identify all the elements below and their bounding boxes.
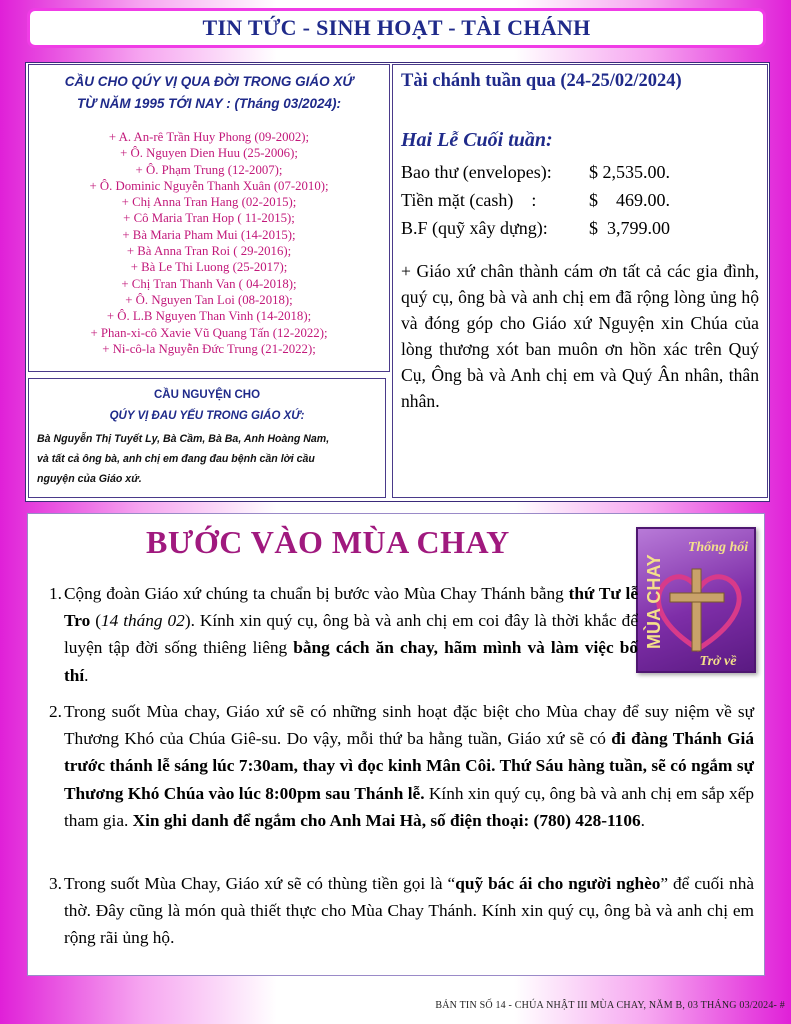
text-run: Cộng đoàn Giáo xứ chúng ta chuẩn bị bước vào Mùa Chay Thánh bằng: [64, 584, 569, 603]
lent-item: [42, 580, 638, 689]
text-bold: quỹ bác ái cho người nghèo: [455, 874, 661, 893]
memorial-name: + Cô Maria Tran Hop ( 11-2015);: [123, 211, 295, 226]
memorial-box: [28, 64, 390, 372]
text-run: ). Kính xin quý cụ, ông bà và anh chị em coi đây là thời khắc để luyện tập đời sống thiêng liêng: [64, 611, 638, 658]
memorial-list: [35, 129, 383, 357]
memorial-name: + Bà Maria Pham Mui (14-2015);: [122, 227, 296, 242]
finance-label: Bao thư (envelopes):: [401, 162, 552, 182]
memorial-name: + Ô. L.B Nguyen Than Vinh (14-2018);: [106, 309, 312, 324]
lent-item-number: 1.: [49, 584, 62, 603]
memorial-name: + Phan-xi-cô Xavie Vũ Quang Tấn (12-2022);: [90, 325, 328, 340]
memorial-title-2: TỪ NĂM 1995 TỚI NAY : (Tháng 03/2024):: [76, 96, 342, 111]
sick-line: nguyện của Giáo xứ.: [37, 473, 142, 485]
sick-prayer-box: [28, 378, 386, 498]
memorial-name: + Ô. Dominic Nguyễn Thanh Xuân (07-2010);: [89, 178, 329, 193]
memorial-name: + Bà Anna Tran Roi ( 29-2016);: [126, 244, 292, 259]
finance-rows: [401, 158, 759, 242]
finance-label: B.F (quỹ xây dựng):: [401, 218, 548, 238]
sick-title-2: QÚY VỊ ĐAU YẾU TRONG GIÁO XỨ:: [109, 410, 305, 422]
text-bold: Xin ghi danh để ngắm cho Anh Mai Hà, số điện thoại: (780) 428-1106: [132, 810, 641, 830]
sick-names: [37, 429, 377, 489]
text-bold: đi đàng Thánh Giá trước thánh lễ sáng lúc 7:30am, thay vì đọc kinh Mân Côi. Thứ Sáu hàng tuần, sẽ có ngắm sự Thương Khó Chúa vào lúc 8:00pm sau Thánh lễ.: [64, 729, 754, 803]
text-run: .: [84, 665, 89, 685]
lent-heart-cross-icon: [638, 529, 758, 675]
finance-row: [401, 186, 759, 214]
sick-line: và tất cả ông bà, anh chị em đang đau bệnh cần lời cầu: [37, 453, 315, 465]
memorial-name: + Ni-cô-la Nguyễn Đức Trung (21-2022);: [102, 341, 316, 356]
lent-image-top-text: Thống hối: [687, 540, 749, 555]
finance-row: [401, 214, 759, 242]
sick-title-1: CẦU NGUYỆN CHO: [153, 389, 261, 401]
memorial-name: + Bà Le Thi Luong (25-2017);: [130, 260, 288, 275]
finance-title: Tài chánh tuần qua (24-25/02/2024): [401, 71, 682, 91]
text-run: ” để cuối nhà thờ. Đây cũng là món quà thiết thực cho Mùa Chay Thánh. Kính xin quý cụ, ông bà và anh chị em rộng rãi ủng hộ.: [64, 874, 755, 948]
text-run: Kính xin quý cụ, ông bà và anh chị em sắp xếp tham gia.: [64, 783, 754, 830]
finance-box: [392, 64, 768, 498]
text-run: .: [640, 810, 645, 830]
finance-amount: $ 469.00.: [589, 190, 670, 210]
text-bold: thứ Tư lễ Tro: [64, 584, 639, 631]
lent-item-number: 3.: [49, 874, 62, 893]
lent-title: BƯỚC VÀO MÙA CHAY: [146, 524, 510, 560]
lent-image-bottom-text: Trở về: [699, 654, 737, 669]
text-run: Trong suốt Mùa Chay, Giáo xứ sẽ có thùng tiền gọi là “: [64, 874, 456, 893]
lent-item-text: [62, 698, 754, 834]
lent-item: [42, 698, 754, 834]
finance-subtitle: Hai Lễ Cuối tuần:: [401, 129, 553, 151]
finance-thanks: + Giáo xứ chân thành cám ơn tất cả các gia đình, quý cụ, ông bà và anh chị em đã rộng lòng ủng hộ và đóng góp cho Giáo xứ Nguyện xin Chúa của lòng thương xót ban muôn ơn hồn xác trên Quý Cụ, Ông bà và Anh chị em và Quý Ân nhân, thân nhân.: [401, 261, 759, 411]
finance-amount: $ 2,535.00.: [589, 162, 670, 182]
text-run: (: [90, 611, 101, 631]
lent-item-number: 2.: [49, 702, 62, 721]
lent-image: [636, 527, 756, 673]
lent-item: [42, 870, 754, 952]
memorial-name: + Chị Anna Tran Hang (02-2015);: [121, 195, 297, 210]
finance-amount: $ 3,799.00: [589, 218, 670, 238]
text-italic: 14 tháng 02: [100, 611, 185, 631]
memorial-name: + A. An-rê Trần Huy Phong (09-2002);: [108, 130, 310, 144]
sick-line: Bà Nguyễn Thị Tuyết Ly, Bà Cầm, Bà Ba, Anh Hoàng Nam,: [37, 433, 330, 445]
finance-row: [401, 158, 759, 186]
text-run: Trong suốt Mùa chay, Giáo xứ sẽ có những sinh hoạt đặc biệt cho Mùa chay để suy niệm về sự Thương Khó của Chúa Giê-su. Do vậy, mỗi thứ ba hằng tuần, Giáo xứ sẽ có: [64, 702, 754, 749]
memorial-name: + Chị Tran Thanh Van ( 04-2018);: [121, 276, 297, 291]
text-bold: bằng cách ăn chay, hãm mình và làm việc bố thí: [64, 638, 638, 685]
memorial-name: + Ô. Nguyen Dien Huu (25-2006);: [120, 146, 298, 161]
lent-item-text: [62, 870, 754, 952]
section-header-title: TIN TỨC - SINH HOẠT - TÀI CHÁNH: [202, 15, 591, 40]
finance-label: Tiền mặt (cash) :: [401, 190, 537, 210]
lent-item-text: [62, 580, 638, 689]
memorial-title-1: CẦU CHO QÚY VỊ QUA ĐỜI TRONG GIÁO XỨ: [64, 74, 354, 89]
lent-image-side-text: MÙA CHAY: [644, 554, 664, 649]
page-footer: BẢN TIN SỐ 14 - CHÚA NHẬT III MÙA CHAY, NĂM B, 03 THÁNG 03/2024- #: [435, 1000, 785, 1011]
section-header: [27, 8, 766, 48]
memorial-name: + Ô. Phạm Trung (12-2007);: [135, 162, 283, 177]
memorial-name: + Ô. Nguyen Tan Loi (08-2018);: [125, 292, 293, 307]
